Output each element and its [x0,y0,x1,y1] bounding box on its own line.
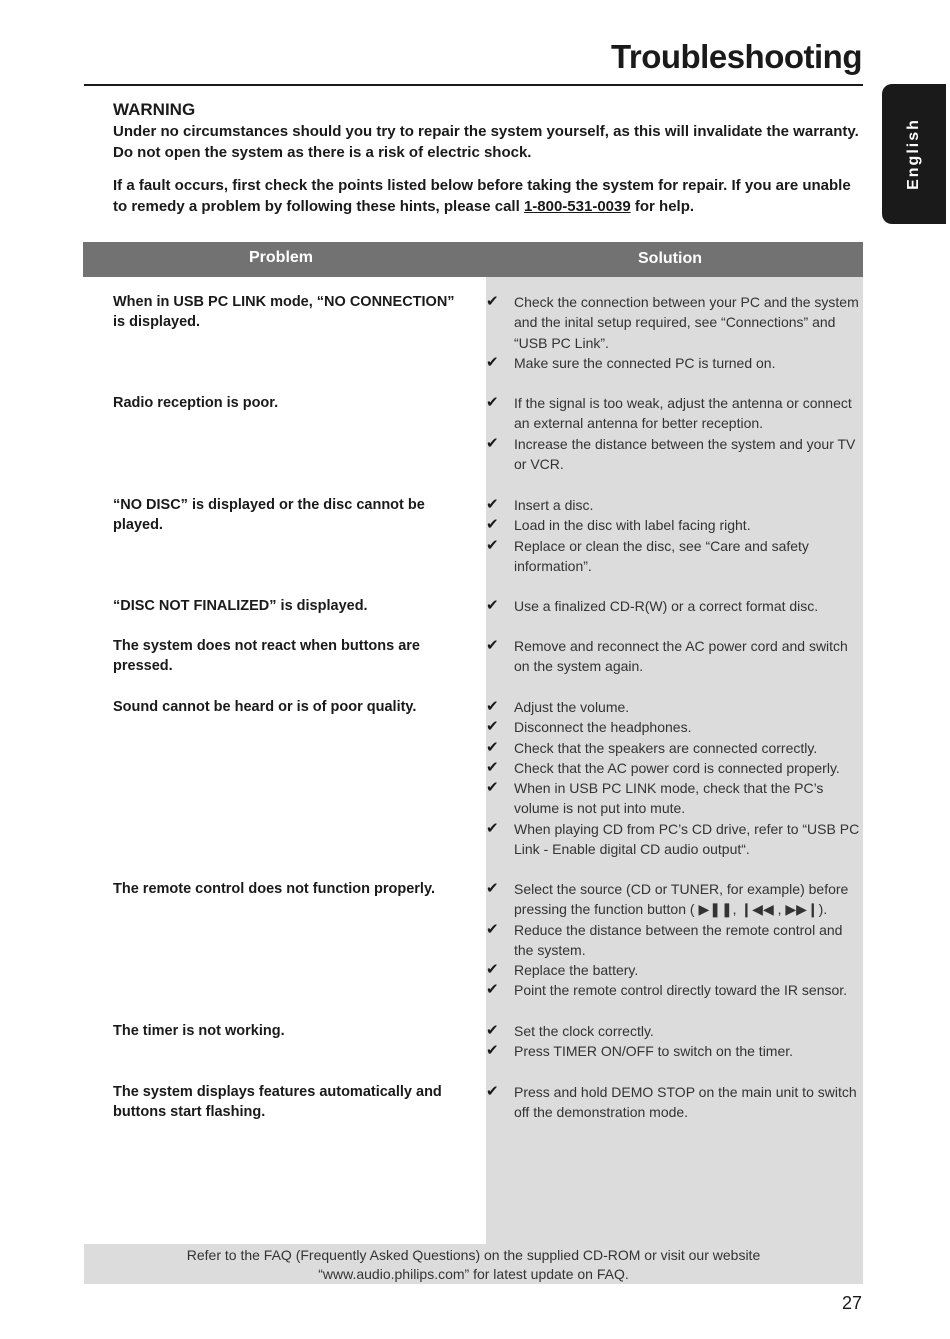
faq-footer-line-2: “www.audio.philips.com” for latest update on FAQ. [318,1266,629,1282]
title-divider [84,84,863,86]
solution-item [486,960,863,980]
solution-list [486,636,863,677]
problem-text: The remote control does not function properly. [113,881,435,897]
checkmark-icon: ✔ [486,819,499,837]
checkmark-icon: ✔ [486,880,499,897]
checkmark-icon: ✔ [486,353,499,371]
solution-text: Point the remote control directly toward the IR sensor. [514,982,848,999]
solution-item [486,495,863,515]
solution-text: When in USB PC LINK mode, check that the PC’s volume is not put into mute. [514,780,824,817]
faq-footer-line-1: Refer to the FAQ (Frequently Asked Questions) on the supplied CD-ROM or visit our website [186,1247,761,1263]
solution-item [486,697,863,717]
checkmark-icon: ✔ [486,434,499,452]
fault-instructions [113,175,863,217]
solution-item [486,434,863,475]
checkmark-icon: ✔ [486,637,499,654]
checkmark-icon: ✔ [486,1022,499,1039]
solution-item [486,515,863,535]
solution-list [486,495,863,576]
language-tab-label: English [905,118,922,190]
checkmark-icon: ✔ [486,536,499,554]
table-header [83,242,863,277]
solution-text: Reduce the distance between the remote control and the system. [514,921,843,958]
solution-text: Adjust the volume. [514,699,630,715]
checkmark-icon: ✔ [486,698,499,715]
solution-text: Make sure the connected PC is turned on. [514,354,776,371]
solution-item [486,980,863,1000]
checkmark-icon: ✔ [486,1083,499,1100]
solution-list [486,879,863,1001]
solution-text: Check the connection between your PC and the system and the inital setup required, see “Connections” and “USB PC Link”. [514,294,859,351]
checkmark-icon: ✔ [486,1042,499,1060]
solution-text: Remove and reconnect the AC power cord and switch on the system again. [514,638,848,675]
solution-column-header: Solution [638,250,702,267]
checkmark-icon: ✔ [486,293,499,310]
solution-item [486,920,863,961]
solution-text: Increase the distance between the system and your TV or VCR. [514,435,856,472]
warning-text: Under no circumstances should you try to repair the system yourself, as this will invalidate the warranty. Do not open the system as there is a risk of electric shock. [113,123,859,161]
solution-list [486,393,863,474]
help-phone-number: 1-800-531-0039 [523,198,631,215]
solution-item [486,778,863,819]
solution-text: Load in the disc with label facing right. [514,517,751,534]
problem-text: Radio reception is poor. [113,395,279,411]
checkmark-icon: ✔ [486,738,499,756]
solution-item [486,717,863,737]
solution-text: Use a finalized CD-R(W) or a correct format disc. [514,598,819,614]
checkmark-icon: ✔ [486,496,499,513]
solution-text: Press TIMER ON/OFF to switch on the timer. [514,1043,794,1060]
solution-item [486,738,863,758]
solution-text: Press and hold DEMO STOP on the main unit to switch off the demonstration mode. [514,1084,857,1121]
solution-text: Check that the speakers are connected correctly. [514,739,818,756]
warning-block [113,99,863,217]
solution-text: Replace the battery. [514,962,639,979]
solution-list [486,1082,863,1123]
problem-column-header: Problem [249,249,314,266]
solution-text: If the signal is too weak, adjust the antenna or connect an external antenna for better reception. [514,395,852,432]
solution-item [486,636,863,677]
problem-text: The system displays features automatically and buttons start flashing. [113,1084,442,1121]
solution-item [486,1041,863,1061]
fault-instructions-text: If a fault occurs, first check the points listed below before taking the system for repair. If you are unable to remedy a problem by following these hints, please call [113,177,851,215]
solution-item [486,353,863,373]
problem-text: The timer is not working. [113,1023,285,1039]
checkmark-icon: ✔ [486,758,499,776]
checkmark-icon: ✔ [486,981,499,999]
problem-text: Sound cannot be heard or is of poor quality. [113,699,417,715]
checkmark-icon: ✔ [486,597,499,614]
language-tab [882,84,946,224]
problem-text: The system does not react when buttons are pressed. [113,638,420,675]
solution-item [486,393,863,434]
solution-item [486,1082,863,1123]
problem-text: “DISC NOT FINALIZED” is displayed. [113,598,368,614]
solution-list [486,596,863,616]
solution-text: Insert a disc. [514,497,594,513]
page-number: 27 [841,1293,862,1313]
faq-footer [84,1244,863,1284]
solution-text: Replace or clean the disc, see “Care and safety information”. [514,537,809,574]
warning-heading: WARNING [113,100,196,119]
solution-text: Check that the AC power cord is connected properly. [514,759,840,776]
fault-instructions-end: for help. [630,198,695,215]
solution-text: When playing CD from PC’s CD drive, refer to “USB PC Link - Enable digital CD audio output“. [514,820,860,858]
solution-item [486,1021,863,1041]
solution-item [486,819,863,860]
solution-list [486,1021,863,1062]
solution-item [486,292,863,353]
solution-text: Set the clock correctly. [514,1023,654,1039]
solution-list [486,292,863,373]
solution-item [486,536,863,577]
solution-list [486,697,863,859]
checkmark-icon: ✔ [486,718,499,736]
solution-item [486,596,863,616]
problem-text: “NO DISC” is displayed or the disc cannot be played. [113,497,425,534]
solution-text: Disconnect the headphones. [514,719,692,736]
solution-text: Select the source (CD or TUNER, for example) before pressing the function button ( ▶❚❚, ❙◀◀ , ▶▶❙). [514,881,849,918]
checkmark-icon: ✔ [486,516,499,534]
checkmark-icon: ✔ [486,779,499,797]
checkmark-icon: ✔ [486,394,499,411]
solution-item [486,879,863,920]
checkmark-icon: ✔ [486,920,499,938]
page-title: Troubleshooting [611,38,862,75]
problem-text: When in USB PC LINK mode, “NO CONNECTION” is displayed. [113,294,455,331]
checkmark-icon: ✔ [486,961,499,979]
solution-item [486,758,863,778]
